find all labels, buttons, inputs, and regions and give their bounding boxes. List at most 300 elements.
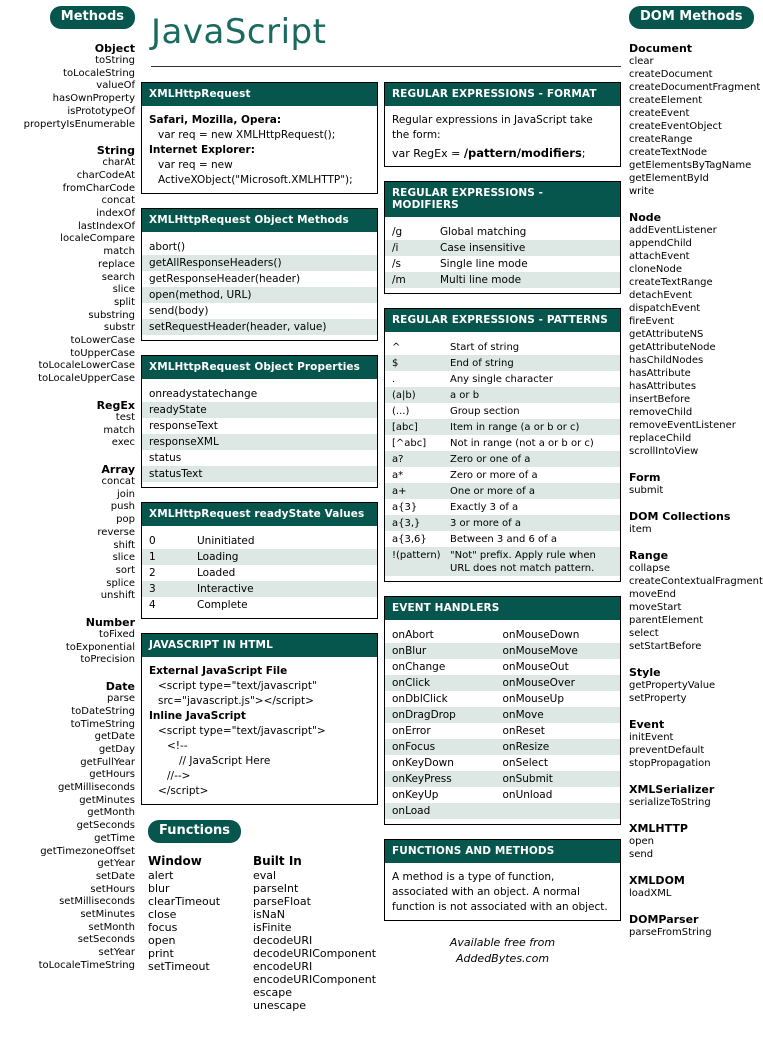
method-item: toPrecision <box>80 654 135 666</box>
table-row <box>142 549 377 565</box>
event-handler-right: onResize <box>502 740 550 753</box>
dom-item: createDocument <box>629 69 713 80</box>
readystate-label: Loaded <box>197 566 236 579</box>
section-header: XMLHttpRequest Object Methods <box>142 209 377 234</box>
method-item: valueOf <box>96 80 135 92</box>
event-handler-left: onFocus <box>392 740 436 753</box>
credit-line-1: Available free from <box>449 936 556 949</box>
event-handler-right <box>503 805 614 818</box>
pattern-description: End of string <box>450 357 514 369</box>
function-item: close <box>148 908 177 921</box>
dom-group-title: Style <box>629 666 661 679</box>
method-group <box>2 399 135 450</box>
pattern-code: $ <box>392 357 399 369</box>
table-row <box>142 533 377 549</box>
code-prefix: var RegEx = <box>392 147 464 160</box>
event-handler-right: onMouseOver <box>502 676 575 689</box>
dom-group <box>629 783 759 809</box>
dom-methods-badge: DOM Methods <box>629 6 754 29</box>
table-row <box>385 483 620 499</box>
function-item: encodeURI <box>253 960 313 973</box>
function-item: unescape <box>253 999 306 1012</box>
dom-item-list <box>629 887 759 900</box>
method-item: toString <box>95 55 135 66</box>
dom-item: cloneNode <box>629 264 682 275</box>
dom-item: collapse <box>629 563 671 574</box>
section-header: XMLHttpRequest readyState Values <box>142 503 377 528</box>
readystate-label: Complete <box>197 598 248 611</box>
table-row <box>385 643 620 659</box>
method-signature: open(method, URL) <box>149 288 252 301</box>
event-handler-right: onMouseOut <box>502 660 569 673</box>
function-item: decodeURI <box>253 934 313 947</box>
functions-lists <box>148 853 378 1012</box>
event-handler-left: onError <box>392 724 431 737</box>
functions-methods-body <box>385 865 620 920</box>
section-xhr-object-methods <box>141 208 378 341</box>
pattern-description: Start of string <box>450 341 520 353</box>
table-row <box>142 565 377 581</box>
dom-item: loadXML <box>629 888 672 899</box>
dom-item: setStartBefore <box>629 641 702 652</box>
code-line: // JavaScript Here <box>179 755 271 767</box>
regex-modifiers-table <box>385 219 620 293</box>
event-handler-left: onBlur <box>392 644 427 657</box>
table-row <box>385 419 620 435</box>
code-line: </script> <box>158 785 209 797</box>
method-item: getMinutes <box>79 794 135 806</box>
method-group <box>2 680 135 972</box>
method-item: split <box>113 296 135 308</box>
method-item: setMonth <box>88 921 135 933</box>
event-handler-left: onKeyPress <box>392 772 452 785</box>
dom-item: createTextNode <box>629 147 708 158</box>
function-item: eval <box>253 869 277 882</box>
method-group <box>2 616 135 667</box>
code-line: ActiveXObject("Microsoft.XMLHTTP"); <box>158 174 353 186</box>
table-row <box>142 466 377 482</box>
method-item: getMilliseconds <box>57 782 135 794</box>
event-handler-right: onMouseUp <box>502 692 564 705</box>
method-group <box>2 144 135 386</box>
code-line: <script type="text/javascript"> <box>158 725 326 737</box>
dom-item: createTextRange <box>629 277 713 288</box>
method-item: getTimezoneOffset <box>40 845 135 857</box>
dom-item: getAttributeNS <box>629 329 704 340</box>
dom-item: addEventListener <box>629 225 717 236</box>
pattern-code: [^abc] <box>392 437 427 449</box>
code-line: Safari, Mozilla, Opera: <box>149 114 282 126</box>
pattern-description: Item in range (a or b or c) <box>450 421 580 433</box>
method-item: replace <box>98 258 135 270</box>
method-item: toUpperCase <box>70 347 135 359</box>
method-group-title: Array <box>101 462 135 476</box>
method-item: toLowerCase <box>70 335 135 347</box>
event-handler-right: onMove <box>502 708 544 721</box>
column-1 <box>141 82 378 1012</box>
dom-item-list <box>629 796 759 809</box>
dom-item: createContextualFragment <box>629 576 763 587</box>
method-signature: abort() <box>149 240 186 253</box>
method-item: concat <box>101 195 135 207</box>
method-item: push <box>110 501 135 513</box>
dom-item: hasChildNodes <box>629 355 704 366</box>
readystate-label: Loading <box>197 550 239 563</box>
section-regex-modifiers <box>384 181 621 294</box>
method-item: indexOf <box>96 208 135 220</box>
table-row <box>385 707 620 723</box>
event-handler-left: onDragDrop <box>392 708 456 721</box>
table-row <box>142 239 377 255</box>
dom-item: hasAttribute <box>629 368 691 379</box>
dom-item: fireEvent <box>629 316 674 327</box>
function-item: focus <box>148 921 178 934</box>
section-javascript-in-html <box>141 633 378 805</box>
regex-patterns-table <box>385 334 620 581</box>
dom-item: clear <box>629 56 654 67</box>
section-regex-format <box>384 82 621 167</box>
method-item: setYear <box>98 947 135 959</box>
dom-item: select <box>629 628 659 639</box>
table-row <box>385 531 620 547</box>
modifier-code: /i <box>392 241 399 254</box>
section-xmlhttprequest <box>141 82 378 194</box>
event-handler-left: onClick <box>392 676 431 689</box>
xhr-methods-table <box>142 234 377 340</box>
dom-item-list <box>629 731 759 770</box>
table-row <box>385 224 620 240</box>
table-row <box>385 371 620 387</box>
method-group-title: Number <box>85 616 135 630</box>
method-item: toLocaleLowerCase <box>38 360 135 372</box>
event-handler-right: onMouseDown <box>502 628 580 641</box>
dom-group <box>629 510 759 536</box>
method-group-title: String <box>96 144 135 158</box>
pattern-code: !(pattern) <box>392 549 441 561</box>
section-header: XMLHttpRequest Object Properties <box>142 356 377 381</box>
functions-block <box>141 819 378 1012</box>
dom-item: createRange <box>629 134 693 145</box>
table-row <box>385 435 620 451</box>
code-line: var req = new <box>158 159 233 171</box>
method-item: shift <box>113 539 135 551</box>
method-item: getMonth <box>87 807 135 819</box>
xhr-properties-table <box>142 381 377 487</box>
pattern-code: ^ <box>392 341 401 353</box>
table-row <box>385 771 620 787</box>
event-handler-right: onSelect <box>502 756 548 769</box>
dom-item-list <box>629 562 763 653</box>
dom-group-title: Document <box>629 42 693 55</box>
function-item: setTimeout <box>148 960 210 973</box>
method-item: slice <box>112 552 135 564</box>
method-item: isPrototypeOf <box>67 105 135 117</box>
method-item: charCodeAt <box>76 169 135 181</box>
event-handler-right: onReset <box>502 724 545 737</box>
method-item-list <box>2 693 135 972</box>
dom-item: write <box>629 186 655 197</box>
pattern-code: a* <box>392 469 404 481</box>
method-item: search <box>101 271 135 283</box>
function-item: isFinite <box>253 921 292 934</box>
pattern-code: a{3,} <box>392 517 421 529</box>
table-row <box>385 499 620 515</box>
method-item: setSeconds <box>77 934 135 946</box>
readystate-table <box>142 528 377 618</box>
readystate-label: Uninitiated <box>197 534 255 547</box>
table-row <box>385 272 620 288</box>
dom-item: parseFromString <box>629 927 712 938</box>
dom-item-list <box>629 484 759 497</box>
pattern-code: (...) <box>392 405 410 417</box>
pattern-description: Any single character <box>450 373 553 385</box>
function-item: parseInt <box>253 882 299 895</box>
method-signature: setRequestHeader(header, value) <box>149 320 327 333</box>
regex-format-body <box>385 108 620 166</box>
property-name: status <box>149 451 182 464</box>
pattern-code: a{3} <box>392 501 418 513</box>
section-xhr-object-properties <box>141 355 378 488</box>
readystate-label: Interactive <box>197 582 254 595</box>
dom-item-list <box>629 224 759 458</box>
dom-group <box>629 913 759 939</box>
dom-group <box>629 718 759 770</box>
dom-item: submit <box>629 485 664 496</box>
method-item: getDay <box>98 743 135 755</box>
dom-group-title: XMLHTTP <box>629 822 688 835</box>
method-item: setMilliseconds <box>59 896 135 908</box>
pattern-description: Exactly 3 of a <box>450 501 519 513</box>
method-item: getTime <box>94 832 135 844</box>
dom-group-title: Form <box>629 471 661 484</box>
method-group-title: Date <box>105 680 135 694</box>
methods-sidebar <box>2 2 135 1035</box>
method-item: setMinutes <box>80 909 135 921</box>
builtin-function-list <box>253 869 376 1012</box>
method-item: getSeconds <box>76 820 135 832</box>
window-function-list <box>148 869 253 973</box>
table-row <box>385 723 620 739</box>
dom-group-title: XMLSerializer <box>629 783 715 796</box>
column-2 <box>384 82 621 1012</box>
table-row <box>385 659 620 675</box>
method-signature: send(body) <box>149 304 209 317</box>
section-header: REGULAR EXPRESSIONS - MODIFIERS <box>385 182 620 219</box>
table-row <box>385 355 620 371</box>
method-item: fromCharCode <box>62 182 135 194</box>
js-in-html-code <box>142 659 377 804</box>
method-item: setDate <box>95 870 135 882</box>
table-row <box>385 387 620 403</box>
table-row <box>385 739 620 755</box>
code-pattern: /pattern/modifiers <box>463 146 582 160</box>
dom-item: detachEvent <box>629 290 693 301</box>
dom-group-title: Event <box>629 718 665 731</box>
code-suffix: ; <box>581 147 586 160</box>
method-item: sort <box>115 564 135 576</box>
dom-group-title: DOM Collections <box>629 510 731 523</box>
dom-group <box>629 42 759 198</box>
dom-item: getPropertyValue <box>629 680 716 691</box>
table-row <box>142 271 377 287</box>
pattern-code: [abc] <box>392 421 418 433</box>
event-handler-right: onSubmit <box>502 772 553 785</box>
table-row <box>142 319 377 335</box>
dom-item-list <box>629 55 759 198</box>
table-row <box>385 787 620 803</box>
dom-item: getAttributeNode <box>629 342 716 353</box>
method-item-list <box>2 55 135 131</box>
table-row <box>142 287 377 303</box>
method-item: charAt <box>102 157 135 169</box>
modifier-description: Multi line mode <box>440 273 522 286</box>
dom-group-title: XMLDOM <box>629 874 685 887</box>
method-item: getHours <box>89 769 135 781</box>
window-functions <box>148 853 253 1012</box>
method-item: setHours <box>90 883 135 895</box>
method-group <box>2 42 135 131</box>
readystate-value: 1 <box>149 550 156 563</box>
method-item: slice <box>112 284 135 296</box>
event-handler-right: onUnload <box>502 788 553 801</box>
table-row <box>385 755 620 771</box>
event-handler-left: onKeyDown <box>392 756 454 769</box>
pattern-description: 3 or more of a <box>450 517 521 529</box>
method-item: toFixed <box>99 629 135 641</box>
method-item: lastIndexOf <box>78 220 135 232</box>
pattern-code: a? <box>392 453 404 465</box>
dom-item: insertBefore <box>629 394 691 405</box>
code-line: src="javascript.js"></script> <box>158 695 314 707</box>
methods-badge: Methods <box>50 6 135 29</box>
dom-group <box>629 822 759 861</box>
method-item: getFullYear <box>80 756 135 768</box>
table-row <box>142 386 377 402</box>
method-item: match <box>103 246 135 258</box>
pattern-description: Group section <box>450 405 520 417</box>
table-row <box>385 339 620 355</box>
code-line: External JavaScript File <box>149 665 288 677</box>
function-item: encodeURIComponent <box>253 973 377 986</box>
method-item: reverse <box>97 526 135 538</box>
dom-item-list <box>629 523 759 536</box>
functions-badge: Functions <box>148 820 241 843</box>
dom-item: removeEventListener <box>629 420 736 431</box>
builtin-functions-title: Built In <box>253 854 302 868</box>
code-line: Internet Explorer: <box>149 144 255 156</box>
table-row <box>385 803 620 819</box>
modifier-code: /g <box>392 225 403 238</box>
dom-item: serializeToString <box>629 797 711 808</box>
table-row <box>385 240 620 256</box>
dom-group-list <box>629 42 763 939</box>
pattern-description: Zero or one of a <box>450 453 531 465</box>
table-row <box>385 675 620 691</box>
function-item: escape <box>253 986 293 999</box>
method-item: join <box>116 488 135 500</box>
method-group <box>2 463 135 603</box>
dom-item: stopPropagation <box>629 758 711 769</box>
table-row <box>385 627 620 643</box>
xhr-code <box>142 108 377 193</box>
table-row <box>142 434 377 450</box>
method-item: substr <box>103 322 135 334</box>
dom-group <box>629 666 759 705</box>
section-regex-patterns <box>384 308 621 582</box>
main-header <box>141 12 621 67</box>
table-row <box>142 450 377 466</box>
section-header: REGULAR EXPRESSIONS - PATTERNS <box>385 309 620 334</box>
method-item: hasOwnProperty <box>52 93 135 105</box>
method-item: toLocaleString <box>63 67 135 79</box>
method-item: unshift <box>100 590 135 602</box>
dom-item: item <box>629 524 652 535</box>
method-item: propertyIsEnumerable <box>23 118 135 130</box>
table-row <box>142 418 377 434</box>
property-name: responseText <box>149 419 218 432</box>
pattern-description: Between 3 and 6 of a <box>450 533 557 545</box>
dom-group <box>629 211 759 458</box>
dom-item: moveEnd <box>629 589 676 600</box>
dom-item: appendChild <box>629 238 692 249</box>
pattern-description: "Not" prefix. Apply rule when URL does not match pattern. <box>450 549 596 574</box>
code-line: <!-- <box>167 740 188 752</box>
dom-item-list <box>629 926 759 939</box>
property-name: onreadystatechange <box>149 387 258 400</box>
dom-item: getElementsByTagName <box>629 160 752 171</box>
modifier-description: Case insensitive <box>440 241 526 254</box>
table-row <box>385 467 620 483</box>
method-item-list <box>2 157 135 386</box>
credit-line-2: AddedBytes.com <box>455 952 550 965</box>
method-item: toLocaleUpperCase <box>38 373 135 385</box>
dom-item: preventDefault <box>629 745 705 756</box>
dom-item: hasAttributes <box>629 381 697 392</box>
dom-item: replaceChild <box>629 433 692 444</box>
modifier-code: /m <box>392 273 406 286</box>
table-row <box>142 597 377 613</box>
dom-item: createEventObject <box>629 121 722 132</box>
credit <box>384 935 621 967</box>
modifier-code: /s <box>392 257 402 270</box>
dom-group-title: DOMParser <box>629 913 699 926</box>
pattern-code: a{3,6} <box>392 533 427 545</box>
readystate-value: 4 <box>149 598 156 611</box>
dom-methods-sidebar <box>629 2 763 1035</box>
code-line: var req = new XMLHttpRequest(); <box>158 129 336 141</box>
pattern-description: One or more of a <box>450 485 535 497</box>
dom-item: dispatchEvent <box>629 303 701 314</box>
table-row <box>385 691 620 707</box>
function-item: alert <box>148 869 174 882</box>
function-item: open <box>148 934 176 947</box>
modifier-description: Single line mode <box>440 257 528 270</box>
method-item: splice <box>106 577 135 589</box>
event-handler-left: onKeyUp <box>392 788 439 801</box>
method-item: toLocaleTimeString <box>38 959 135 971</box>
main-content <box>141 2 621 1035</box>
page-title: JavaScript <box>151 12 327 52</box>
event-handlers-table <box>385 622 620 824</box>
event-handler-left: onChange <box>392 660 446 673</box>
section-readystate-values <box>141 502 378 619</box>
dom-item-list <box>629 835 759 861</box>
section-header: EVENT HANDLERS <box>385 597 620 622</box>
table-row <box>142 255 377 271</box>
methods-group-list <box>2 42 135 973</box>
dom-group <box>629 874 759 900</box>
dom-item: attachEvent <box>629 251 690 262</box>
